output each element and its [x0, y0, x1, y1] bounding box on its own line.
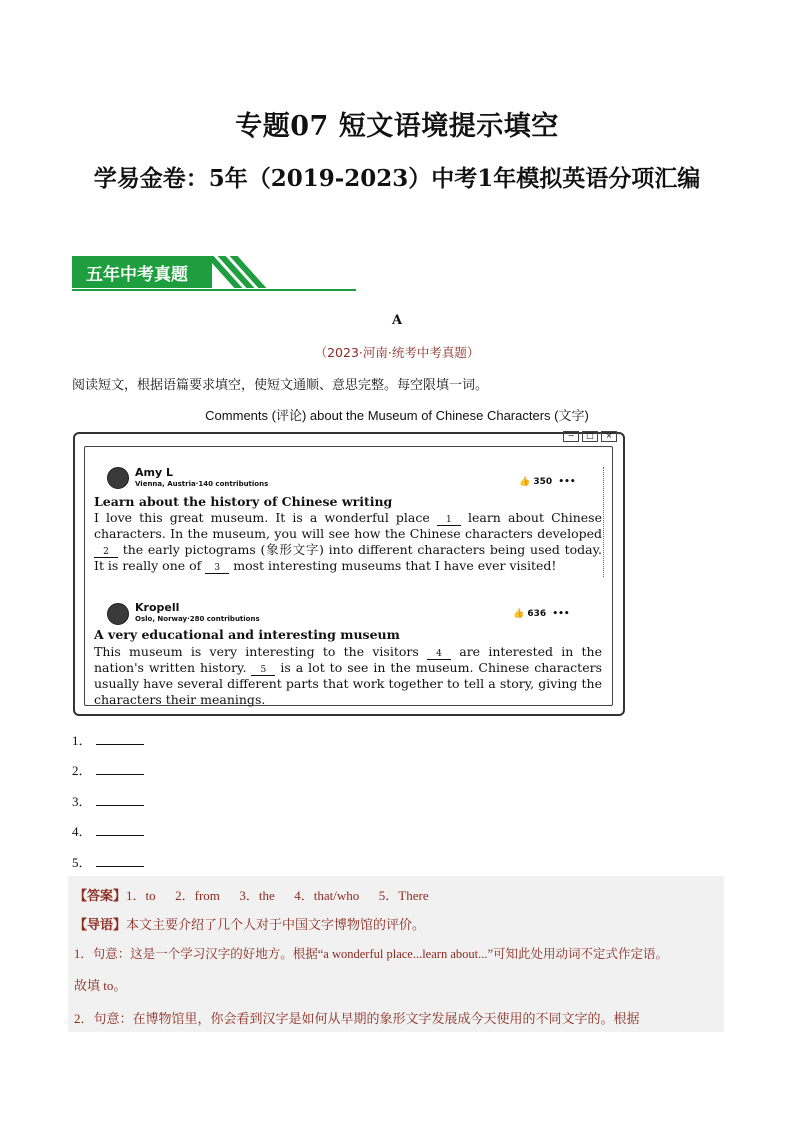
close-icon: × — [601, 431, 617, 442]
review-body: This museum is very interesting to the visitors 4 are interested in the nation's written history. 5 is a lot to see in the museum. Chinese characters usually have several different parts that work together to tell a story, giving the characters their meanings. — [94, 644, 602, 707]
review-likes — [519, 477, 576, 487]
review-heading: A very educational and interesting museum — [94, 627, 400, 642]
answer-key: 【答案】1．to 2．from 3．the 4．that/who 5．There — [74, 888, 429, 904]
thumbs-up-icon: 👍 — [513, 609, 525, 619]
blank-4: 4 — [427, 649, 451, 660]
page-title: 专题07 短文语境提示填空 — [235, 111, 559, 142]
review-likes — [513, 609, 570, 619]
like-count: 350 — [533, 477, 553, 487]
instruction-text: 阅读短文，根据语篇要求填空，使短文通顺、意思完整。每空限填一词。 — [72, 378, 489, 393]
section-letter: A — [391, 313, 403, 328]
review-heading: Learn about the history of Chinese writing — [94, 494, 393, 509]
review-user: Kropell — [135, 601, 180, 614]
more-options-icon: ••• — [549, 609, 570, 619]
explanation-line: 故填 to。 — [74, 978, 127, 993]
section-banner — [72, 256, 356, 292]
like-count: 636 — [527, 609, 547, 619]
answer-explanation-block — [68, 876, 724, 1032]
more-options-icon: ••• — [555, 477, 576, 487]
guide-text: 【导语】本文主要介绍了几个人对于中国文字博物馆的评价。 — [74, 917, 426, 933]
review-meta: Vienna, Austria·140 contributions — [135, 480, 269, 488]
minimize-icon: − — [563, 431, 579, 442]
review-panel — [84, 446, 613, 706]
blank-5: 5 — [251, 665, 275, 676]
maximize-icon: □ — [582, 431, 598, 442]
answer-line-1[interactable]: 1． — [72, 730, 144, 749]
review-user: Amy L — [135, 466, 173, 479]
page-subtitle: 学易金卷：5年（2019-2023）中考1年模拟英语分项汇编 — [93, 165, 701, 192]
window-controls — [563, 431, 617, 442]
review-body: I love this great museum. It is a wonderful place 1 learn about Chinese characters. In the museum, you will see how the Chinese characters developed 2 the early pictograms (象形文字) into different characters being used today. It is really one of 3 most interesting museums that I have ever visited! — [94, 510, 602, 573]
blank-2: 2 — [94, 547, 118, 558]
explanation-line: 2．句意：在博物馆里，你会看到汉字是如何从早期的象形文字发展成今天使用的不同文字的。根据 — [74, 1011, 640, 1026]
avatar — [107, 603, 129, 625]
blank-1: 1 — [437, 515, 461, 526]
review-screenshot — [73, 432, 625, 716]
thumbs-up-icon: 👍 — [519, 477, 531, 487]
blank-3: 3 — [205, 563, 229, 574]
scrollbar — [603, 467, 610, 577]
banner-label: 五年中考真题 — [86, 265, 188, 285]
answer-line-5[interactable]: 5． — [72, 852, 144, 871]
passage-caption: Comments (评论) about the Museum of Chinese Characters (文字) — [205, 408, 589, 423]
banner-underline — [72, 289, 356, 291]
avatar — [107, 467, 129, 489]
answer-line-3[interactable]: 3． — [72, 791, 144, 810]
answer-line-4[interactable]: 4． — [72, 821, 144, 840]
question-source: （2023·河南·统考中考真题） — [314, 345, 480, 360]
review-meta: Oslo, Norway·280 contributions — [135, 615, 260, 623]
answer-line-2[interactable]: 2． — [72, 760, 144, 779]
explanation-line: 1．句意：这是一个学习汉字的好地方。根据“a wonderful place...learn about...”可知此处用动词不定式作定语。 — [74, 947, 669, 961]
